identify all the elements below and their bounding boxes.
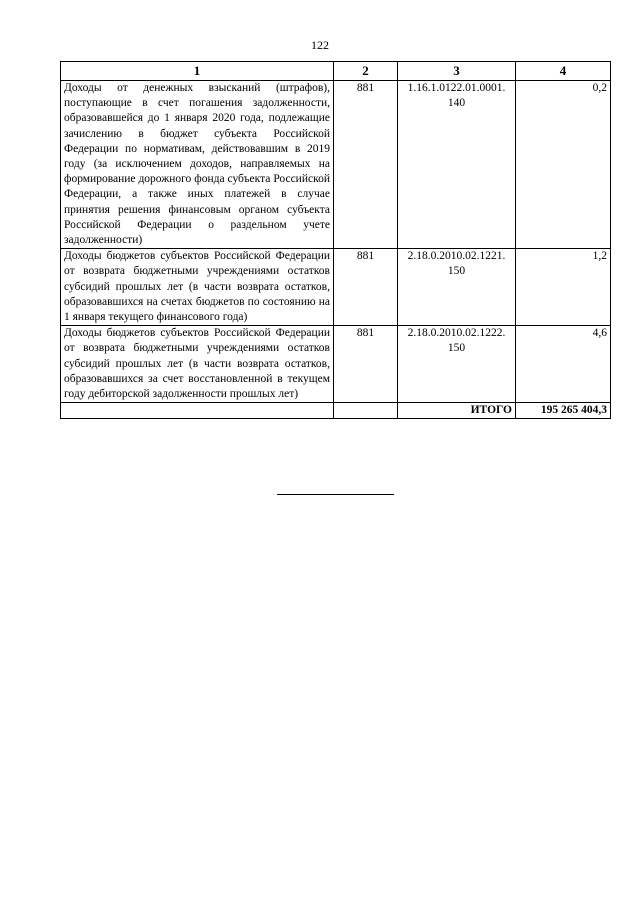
amount-cell: 0,2 bbox=[516, 81, 611, 249]
revenue-table bbox=[60, 61, 611, 419]
table-row bbox=[61, 249, 611, 326]
table-header-row bbox=[61, 62, 611, 81]
admin-code-cell: 881 bbox=[334, 326, 398, 403]
amount-cell: 1,2 bbox=[516, 249, 611, 326]
column-header-4: 4 bbox=[516, 62, 611, 81]
kbk-code-cell: 1.16.1.0122.01.0001. 140 bbox=[398, 81, 516, 249]
admin-code-cell: 881 bbox=[334, 249, 398, 326]
table-row bbox=[61, 326, 611, 403]
table-row bbox=[61, 81, 611, 249]
revenue-name-cell: Доходы бюджетов субъектов Российской Федерации от возврата бюджетными учреждениями остатков субсидий прошлых лет (в части возврата остатков, образовавшихся на счетах бюджетов по состоянию на 1 января текущего финансового года) bbox=[61, 249, 334, 326]
column-header-2: 2 bbox=[334, 62, 398, 81]
revenue-name-cell: Доходы от денежных взысканий (штрафов), поступающие в счет погашения задолженности, образовавшейся до 1 января 2020 года, подлежащие зачислению в бюджет субъекта Российской Федерации по нормативам, действовавшим в 2019 году (за исключением доходов, направляемых на формирование дорожного фонда субъекта Российской Федерации, а также иных платежей в случае принятия решения финансовым органом субъекта Российской Федерации о раздельном учете задолженности) bbox=[61, 81, 334, 249]
total-row bbox=[61, 403, 611, 419]
page-number: 122 bbox=[311, 38, 329, 52]
end-rule bbox=[277, 494, 394, 495]
kbk-code-cell: 2.18.0.2010.02.1221. 150 bbox=[398, 249, 516, 326]
total-amount: 195 265 404,3 bbox=[516, 403, 611, 419]
total-label: ИТОГО bbox=[398, 403, 516, 419]
column-header-3: 3 bbox=[398, 62, 516, 81]
revenue-name-cell: Доходы бюджетов субъектов Российской Федерации от возврата бюджетными учреждениями остатков субсидий прошлых лет (в части возврата остатков, образовавшихся за счет восстановленной в текущем году дебиторской задолженности прошлых лет) bbox=[61, 326, 334, 403]
column-header-1: 1 bbox=[61, 62, 334, 81]
total-empty-cell bbox=[61, 403, 334, 419]
kbk-code-cell: 2.18.0.2010.02.1222. 150 bbox=[398, 326, 516, 403]
amount-cell: 4,6 bbox=[516, 326, 611, 403]
total-empty-cell bbox=[334, 403, 398, 419]
admin-code-cell: 881 bbox=[334, 81, 398, 249]
